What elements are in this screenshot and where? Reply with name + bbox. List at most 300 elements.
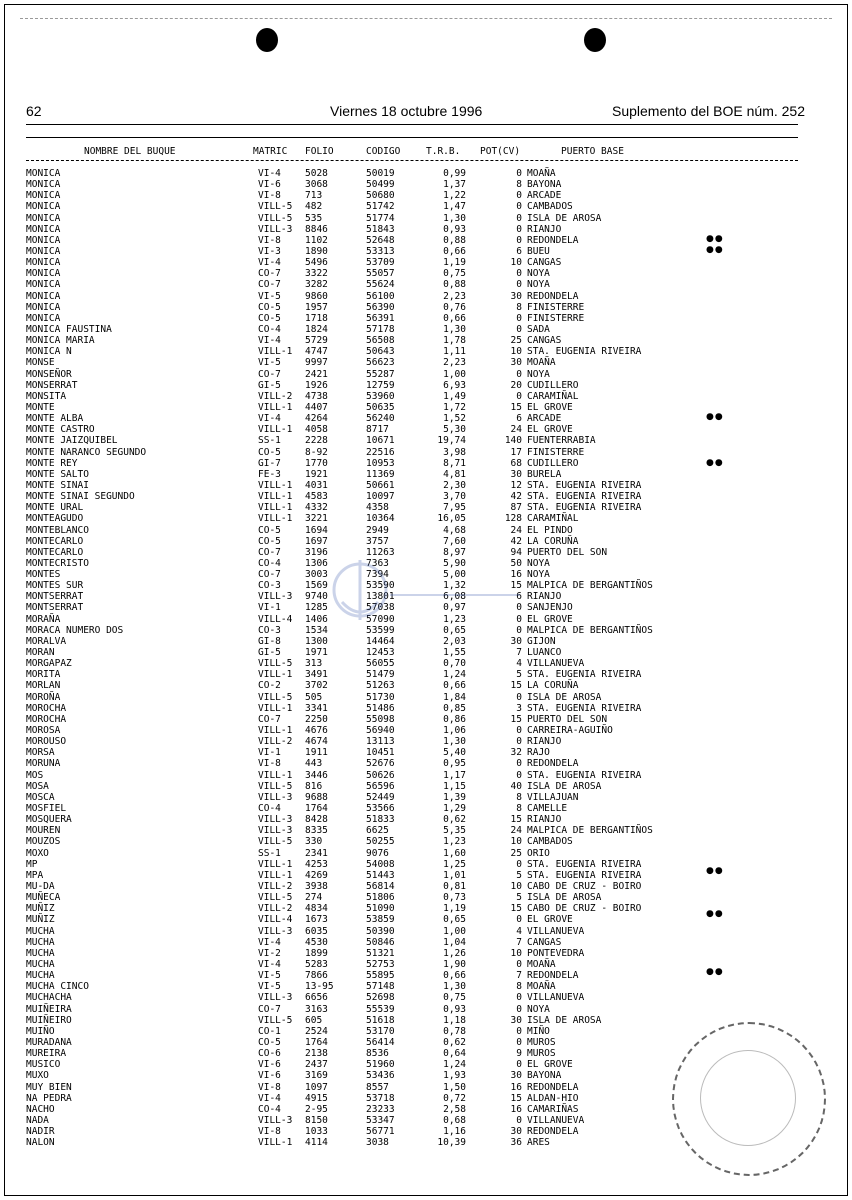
folio-cell: 3938 xyxy=(305,881,328,892)
vessel-name: MOSQUERA xyxy=(26,814,72,826)
matric-cell: VI-8 xyxy=(258,234,281,246)
port-cell: ARCADE xyxy=(527,413,562,425)
table-row xyxy=(0,357,852,368)
port-cell: BAYONA xyxy=(527,1070,562,1082)
matric-cell: CO-5 xyxy=(258,301,281,313)
matric-cell: VILL-5 xyxy=(258,212,293,224)
table-row xyxy=(0,291,852,302)
issue-date: Viernes 18 octubre 1996 xyxy=(330,103,483,119)
folio-cell: 1406 xyxy=(305,613,328,625)
folio-cell: 1673 xyxy=(305,914,328,926)
port-cell: ARES xyxy=(527,1137,550,1149)
table-row xyxy=(0,870,852,881)
vessel-name: MOUZOS xyxy=(26,836,61,848)
vessel-name: MONSEÑOR xyxy=(26,368,72,380)
table-row xyxy=(0,246,852,257)
margin-mark: ●● xyxy=(706,866,724,876)
table-row xyxy=(0,224,852,235)
vessel-name: MP xyxy=(26,858,38,870)
vessel-name: MORGAPAZ xyxy=(26,658,72,670)
matric-cell: VILL-3 xyxy=(258,925,293,937)
port-cell: CAMELLE xyxy=(527,803,568,815)
trb-cell: 0,75 xyxy=(443,268,466,280)
codigo-cell: 53170 xyxy=(366,1025,395,1037)
port-cell: CARREIRA-AGUIÑO xyxy=(527,725,613,737)
trb-cell: 0,68 xyxy=(443,1114,466,1126)
pot-cell: 0 xyxy=(516,1025,522,1037)
table-row xyxy=(0,213,852,224)
table-row xyxy=(0,324,852,335)
trb-cell: 0,64 xyxy=(443,1048,466,1060)
trb-cell: 2,58 xyxy=(443,1103,466,1115)
vessel-name: MUY BIEN xyxy=(26,1081,72,1093)
folio-cell: 8150 xyxy=(305,1114,328,1126)
trb-cell: 2,30 xyxy=(443,479,466,491)
port-cell: REDONDELA xyxy=(527,1081,579,1093)
port-cell: GIJON xyxy=(527,635,556,647)
punch-hole-left xyxy=(256,28,278,52)
port-cell: REDONDELA xyxy=(527,1126,579,1138)
codigo-cell: 53436 xyxy=(366,1070,395,1082)
matric-cell: VILL-3 xyxy=(258,825,293,837)
table-row xyxy=(0,447,852,458)
folio-cell: 9740 xyxy=(305,591,328,603)
codigo-cell: 7363 xyxy=(366,557,389,569)
folio-cell: 2138 xyxy=(305,1048,328,1060)
matric-cell: VILL-1 xyxy=(258,869,293,881)
pot-cell: 30 xyxy=(510,357,522,369)
vessel-name: MUCHA xyxy=(26,958,55,970)
pot-cell: 30 xyxy=(510,468,522,480)
trb-cell: 0,65 xyxy=(443,624,466,636)
folio-cell: 1890 xyxy=(305,245,328,257)
vessel-name: MOROCHA xyxy=(26,702,67,714)
port-cell: RAJO xyxy=(527,747,550,759)
vessel-name: MONICA xyxy=(26,201,61,213)
port-cell: RIANJO xyxy=(527,814,562,826)
trb-cell: 0,62 xyxy=(443,1036,466,1048)
table-row xyxy=(0,803,852,814)
folio-cell: 1285 xyxy=(305,602,328,614)
vessel-name: MONTE CASTRO xyxy=(26,424,95,436)
port-cell: NOYA xyxy=(527,1003,550,1015)
table-row xyxy=(0,313,852,324)
pot-cell: 24 xyxy=(510,825,522,837)
codigo-cell: 55895 xyxy=(366,970,395,982)
vessel-name: NA PEDRA xyxy=(26,1092,72,1104)
trb-cell: 0,66 xyxy=(443,245,466,257)
vessel-name: MONICA xyxy=(26,312,61,324)
pot-cell: 0 xyxy=(516,279,522,291)
port-cell: MALPICA DE BERGANTIÑOS xyxy=(527,825,653,837)
codigo-cell: 55057 xyxy=(366,268,395,280)
codigo-cell: 2949 xyxy=(366,524,389,536)
table-row xyxy=(0,881,852,892)
matric-cell: CO-7 xyxy=(258,546,281,558)
folio-cell: 3068 xyxy=(305,179,328,191)
port-cell: STA. EUGENIA RIVEIRA xyxy=(527,479,642,491)
folio-cell: 6656 xyxy=(305,992,328,1004)
codigo-cell: 53347 xyxy=(366,1114,395,1126)
matric-cell: VILL-1 xyxy=(258,424,293,436)
codigo-cell: 57178 xyxy=(366,323,395,335)
pot-cell: 7 xyxy=(516,936,522,948)
codigo-cell: 12453 xyxy=(366,647,395,659)
port-cell: SADA xyxy=(527,323,550,335)
codigo-cell: 8536 xyxy=(366,1048,389,1060)
scan-top-rule xyxy=(20,18,832,19)
trb-cell: 1,23 xyxy=(443,836,466,848)
port-cell: NOYA xyxy=(527,268,550,280)
table-row xyxy=(0,770,852,781)
matric-cell: VILL-1 xyxy=(258,346,293,358)
trb-cell: 1,49 xyxy=(443,390,466,402)
vessel-name: MU-DA xyxy=(26,881,55,892)
matric-cell: VILL-1 xyxy=(258,491,293,503)
port-cell: MIÑO xyxy=(527,1025,550,1037)
col-header-trb: T.R.B. xyxy=(426,146,461,157)
col-header-pot: POT(CV) xyxy=(480,146,521,157)
folio-cell: 1971 xyxy=(305,647,328,659)
vessel-name: MONICA xyxy=(26,290,61,302)
port-cell: BUEU xyxy=(527,245,550,257)
vessel-name: NADIR xyxy=(26,1126,55,1138)
vessel-name: NADA xyxy=(26,1114,49,1126)
trb-cell: 0,85 xyxy=(443,702,466,714)
pot-cell: 8 xyxy=(516,981,522,993)
pot-cell: 0 xyxy=(516,190,522,202)
pot-cell: 0 xyxy=(516,624,522,636)
port-cell: EL GROVE xyxy=(527,1059,573,1071)
vessel-name: MONSITA xyxy=(26,390,67,402)
folio-cell: 4747 xyxy=(305,346,328,358)
folio-cell: 443 xyxy=(305,758,323,770)
codigo-cell: 53859 xyxy=(366,914,395,926)
matric-cell: VI-4 xyxy=(258,257,281,269)
matric-cell: VILL-5 xyxy=(258,658,293,670)
pot-cell: 16 xyxy=(510,1081,522,1093)
port-cell: STA. EUGENIA RIVEIRA xyxy=(527,702,642,714)
pot-cell: 9 xyxy=(516,1048,522,1060)
folio-cell: 9688 xyxy=(305,791,328,803)
codigo-cell: 51843 xyxy=(366,223,395,235)
table-row xyxy=(0,725,852,736)
matric-cell: VI-8 xyxy=(258,190,281,202)
vessel-name: MONICA xyxy=(26,257,61,269)
table-row xyxy=(0,190,852,201)
table-row xyxy=(0,970,852,981)
codigo-cell: 23233 xyxy=(366,1103,395,1115)
vessel-name: MUÑIZ xyxy=(26,903,55,915)
col-header-codigo: CODIGO xyxy=(366,146,401,157)
vessel-name: MONICA xyxy=(26,234,61,246)
table-row xyxy=(0,302,852,313)
pot-cell: 140 xyxy=(504,435,522,447)
table-row xyxy=(0,268,852,279)
pot-cell: 24 xyxy=(510,524,522,536)
vessel-name: MONTEBLANCO xyxy=(26,524,89,536)
port-cell: ALDAN-HIO xyxy=(527,1092,579,1104)
codigo-cell: 50680 xyxy=(366,190,395,202)
trb-cell: 4,81 xyxy=(443,468,466,480)
table-row xyxy=(0,647,852,658)
matric-cell: CO-1 xyxy=(258,1025,281,1037)
codigo-cell: 3038 xyxy=(366,1137,389,1149)
pot-cell: 5 xyxy=(516,669,522,681)
folio-cell: 1694 xyxy=(305,524,328,536)
folio-cell: 1957 xyxy=(305,301,328,313)
port-cell: EL GROVE xyxy=(527,613,573,625)
codigo-cell: 56771 xyxy=(366,1126,395,1138)
vessel-name: MONTE ALBA xyxy=(26,413,84,425)
matric-cell: VI-1 xyxy=(258,602,281,614)
trb-cell: 0,93 xyxy=(443,223,466,235)
trb-cell: 0,99 xyxy=(443,168,466,179)
codigo-cell: 50255 xyxy=(366,836,395,848)
table-row xyxy=(0,168,852,179)
trb-cell: 1,90 xyxy=(443,958,466,970)
codigo-cell: 50626 xyxy=(366,769,395,781)
port-cell: CUDILLERO xyxy=(527,457,579,469)
codigo-cell: 57148 xyxy=(366,981,395,993)
table-row xyxy=(0,201,852,212)
trb-cell: 0,78 xyxy=(443,1025,466,1037)
matric-cell: VILL-1 xyxy=(258,401,293,413)
pot-cell: 42 xyxy=(510,491,522,503)
vessel-name: MORUNA xyxy=(26,758,61,770)
matric-cell: CO-7 xyxy=(258,279,281,291)
codigo-cell: 50499 xyxy=(366,179,395,191)
port-cell: NOYA xyxy=(527,279,550,291)
codigo-cell: 51090 xyxy=(366,903,395,915)
port-cell: STA. EUGENIA RIVEIRA xyxy=(527,491,642,503)
codigo-cell: 56623 xyxy=(366,357,395,369)
trb-cell: 0,72 xyxy=(443,1092,466,1104)
port-cell: CUDILLERO xyxy=(527,379,579,391)
pot-cell: 6 xyxy=(516,245,522,257)
port-cell: MALPICA DE BERGANTIÑOS xyxy=(527,580,653,592)
trb-cell: 5,00 xyxy=(443,569,466,581)
table-row xyxy=(0,959,852,970)
pot-cell: 24 xyxy=(510,424,522,436)
matric-cell: VILL-2 xyxy=(258,881,293,892)
codigo-cell: 13113 xyxy=(366,736,395,748)
trb-cell: 0,76 xyxy=(443,301,466,313)
codigo-cell: 51833 xyxy=(366,814,395,826)
folio-cell: 3163 xyxy=(305,1003,328,1015)
pot-cell: 94 xyxy=(510,546,522,558)
folio-cell: 4674 xyxy=(305,736,328,748)
matric-cell: VILL-1 xyxy=(258,725,293,737)
vessel-name: MONTE NARANCO SEGUNDO xyxy=(26,446,147,458)
pot-cell: 50 xyxy=(510,557,522,569)
matric-cell: CO-5 xyxy=(258,1036,281,1048)
vessel-name: MONTE SALTO xyxy=(26,468,89,480)
trb-cell: 6,93 xyxy=(443,379,466,391)
vessel-name: MONICA FAUSTINA xyxy=(26,323,112,335)
codigo-cell: 56814 xyxy=(366,881,395,892)
vessel-name: MOROUSO xyxy=(26,736,67,748)
trb-cell: 1,30 xyxy=(443,212,466,224)
vessel-name: MORSA xyxy=(26,747,55,759)
folio-cell: 1764 xyxy=(305,803,328,815)
table-row xyxy=(0,892,852,903)
matric-cell: VI-6 xyxy=(258,1059,281,1071)
pot-cell: 0 xyxy=(516,602,522,614)
folio-cell: 505 xyxy=(305,691,323,703)
vessel-name: MUCHA xyxy=(26,970,55,982)
trb-cell: 1,25 xyxy=(443,858,466,870)
matric-cell: CO-5 xyxy=(258,446,281,458)
folio-cell: 2250 xyxy=(305,713,328,725)
folio-cell: 4738 xyxy=(305,390,328,402)
vessel-name: MORLAN xyxy=(26,680,61,692)
trb-cell: 1,39 xyxy=(443,791,466,803)
margin-mark: ●● xyxy=(706,245,724,255)
port-cell: BAYONA xyxy=(527,179,562,191)
trb-cell: 1,26 xyxy=(443,947,466,959)
codigo-cell: 51321 xyxy=(366,947,395,959)
matric-cell: CO-3 xyxy=(258,624,281,636)
matric-cell: CO-4 xyxy=(258,323,281,335)
codigo-cell: 52449 xyxy=(366,791,395,803)
folio-cell: 8428 xyxy=(305,814,328,826)
vessel-name: MOUREN xyxy=(26,825,61,837)
trb-cell: 1,24 xyxy=(443,669,466,681)
vessel-name: MONICA xyxy=(26,301,61,313)
port-cell: LUANCO xyxy=(527,647,562,659)
codigo-cell: 53960 xyxy=(366,390,395,402)
folio-cell: 1921 xyxy=(305,468,328,480)
codigo-cell: 10953 xyxy=(366,457,395,469)
port-cell: FINISTERRE xyxy=(527,312,585,324)
vessel-name: MUCHA xyxy=(26,925,55,937)
matric-cell: VILL-1 xyxy=(258,1137,293,1149)
table-row xyxy=(0,736,852,747)
codigo-cell: 9076 xyxy=(366,847,389,859)
publication-title: Suplemento del BOE núm. 252 xyxy=(612,103,806,119)
codigo-cell: 10097 xyxy=(366,491,395,503)
vessel-name: MONTECRISTO xyxy=(26,557,89,569)
matric-cell: VI-5 xyxy=(258,981,281,993)
codigo-cell: 56414 xyxy=(366,1036,395,1048)
table-row xyxy=(0,480,852,491)
codigo-cell: 50019 xyxy=(366,168,395,179)
folio-cell: 8846 xyxy=(305,223,328,235)
vessel-name: MONICA xyxy=(26,179,61,191)
port-cell: VILLAJUAN xyxy=(527,791,579,803)
matric-cell: VILL-5 xyxy=(258,1014,293,1026)
folio-cell: 2421 xyxy=(305,368,328,380)
codigo-cell: 50643 xyxy=(366,346,395,358)
trb-cell: 1,18 xyxy=(443,1014,466,1026)
trb-cell: 0,73 xyxy=(443,892,466,904)
vessel-name: MUIÑEIRO xyxy=(26,1014,72,1026)
pot-cell: 0 xyxy=(516,613,522,625)
codigo-cell: 55287 xyxy=(366,368,395,380)
vessel-name: MUÑIZ xyxy=(26,914,55,926)
folio-cell: 1569 xyxy=(305,580,328,592)
trb-cell: 5,35 xyxy=(443,825,466,837)
vessel-name: MONTE SINAI SEGUNDO xyxy=(26,491,135,503)
folio-cell: 1300 xyxy=(305,635,328,647)
vessel-name: MUCHA CINCO xyxy=(26,981,89,993)
folio-cell: 3491 xyxy=(305,669,328,681)
pot-cell: 8 xyxy=(516,803,522,815)
vessel-table xyxy=(0,168,852,1148)
port-cell: MOAÑA xyxy=(527,357,556,369)
port-cell: ISLA DE AROSA xyxy=(527,1014,602,1026)
codigo-cell: 52676 xyxy=(366,758,395,770)
table-row xyxy=(0,513,852,524)
table-row xyxy=(0,792,852,803)
trb-cell: 1,22 xyxy=(443,190,466,202)
codigo-cell: 56508 xyxy=(366,335,395,347)
pot-cell: 10 xyxy=(510,346,522,358)
table-row xyxy=(0,903,852,914)
pot-cell: 68 xyxy=(510,457,522,469)
codigo-cell: 10451 xyxy=(366,747,395,759)
table-row xyxy=(0,391,852,402)
pot-cell: 30 xyxy=(510,290,522,302)
vessel-name: MONTE JAIZQUIBEL xyxy=(26,435,118,447)
pot-cell: 10 xyxy=(510,257,522,269)
trb-cell: 0,75 xyxy=(443,992,466,1004)
table-row xyxy=(0,703,852,714)
matric-cell: VI-1 xyxy=(258,747,281,759)
vessel-name: MONTEAGUDO xyxy=(26,513,84,525)
vessel-name: MUSICO xyxy=(26,1059,61,1071)
trb-cell: 0,70 xyxy=(443,658,466,670)
pot-cell: 10 xyxy=(510,881,522,892)
codigo-cell: 51618 xyxy=(366,1014,395,1026)
vessel-name: MUIÑEIRA xyxy=(26,1003,72,1015)
pot-cell: 0 xyxy=(516,368,522,380)
table-row xyxy=(0,937,852,948)
trb-cell: 7,95 xyxy=(443,502,466,514)
vessel-name: MONICA xyxy=(26,279,61,291)
matric-cell: VILL-3 xyxy=(258,223,293,235)
codigo-cell: 14464 xyxy=(366,635,395,647)
table-row xyxy=(0,825,852,836)
port-cell: PONTEVEDRA xyxy=(527,947,585,959)
port-cell: CANGAS xyxy=(527,335,562,347)
vessel-name: MUÑECA xyxy=(26,892,61,904)
codigo-cell: 51960 xyxy=(366,1059,395,1071)
codigo-cell: 53566 xyxy=(366,803,395,815)
pot-cell: 20 xyxy=(510,379,522,391)
vessel-name: MONICA xyxy=(26,223,61,235)
codigo-cell: 55624 xyxy=(366,279,395,291)
table-row xyxy=(0,458,852,469)
folio-cell: 3282 xyxy=(305,279,328,291)
pot-cell: 17 xyxy=(510,446,522,458)
vessel-name: MORAN xyxy=(26,647,55,659)
port-cell: MOAÑA xyxy=(527,958,556,970)
codigo-cell: 52698 xyxy=(366,992,395,1004)
pot-cell: 15 xyxy=(510,401,522,413)
vessel-name: MONTE xyxy=(26,401,55,413)
punch-hole-right xyxy=(584,28,606,52)
pot-cell: 16 xyxy=(510,569,522,581)
trb-cell: 1,47 xyxy=(443,201,466,213)
vessel-name: MONTECARLO xyxy=(26,535,84,547)
folio-cell: 13-95 xyxy=(305,981,334,993)
pot-cell: 15 xyxy=(510,680,522,692)
folio-cell: 1926 xyxy=(305,379,328,391)
matric-cell: VILL-3 xyxy=(258,814,293,826)
pot-cell: 36 xyxy=(510,1137,522,1149)
